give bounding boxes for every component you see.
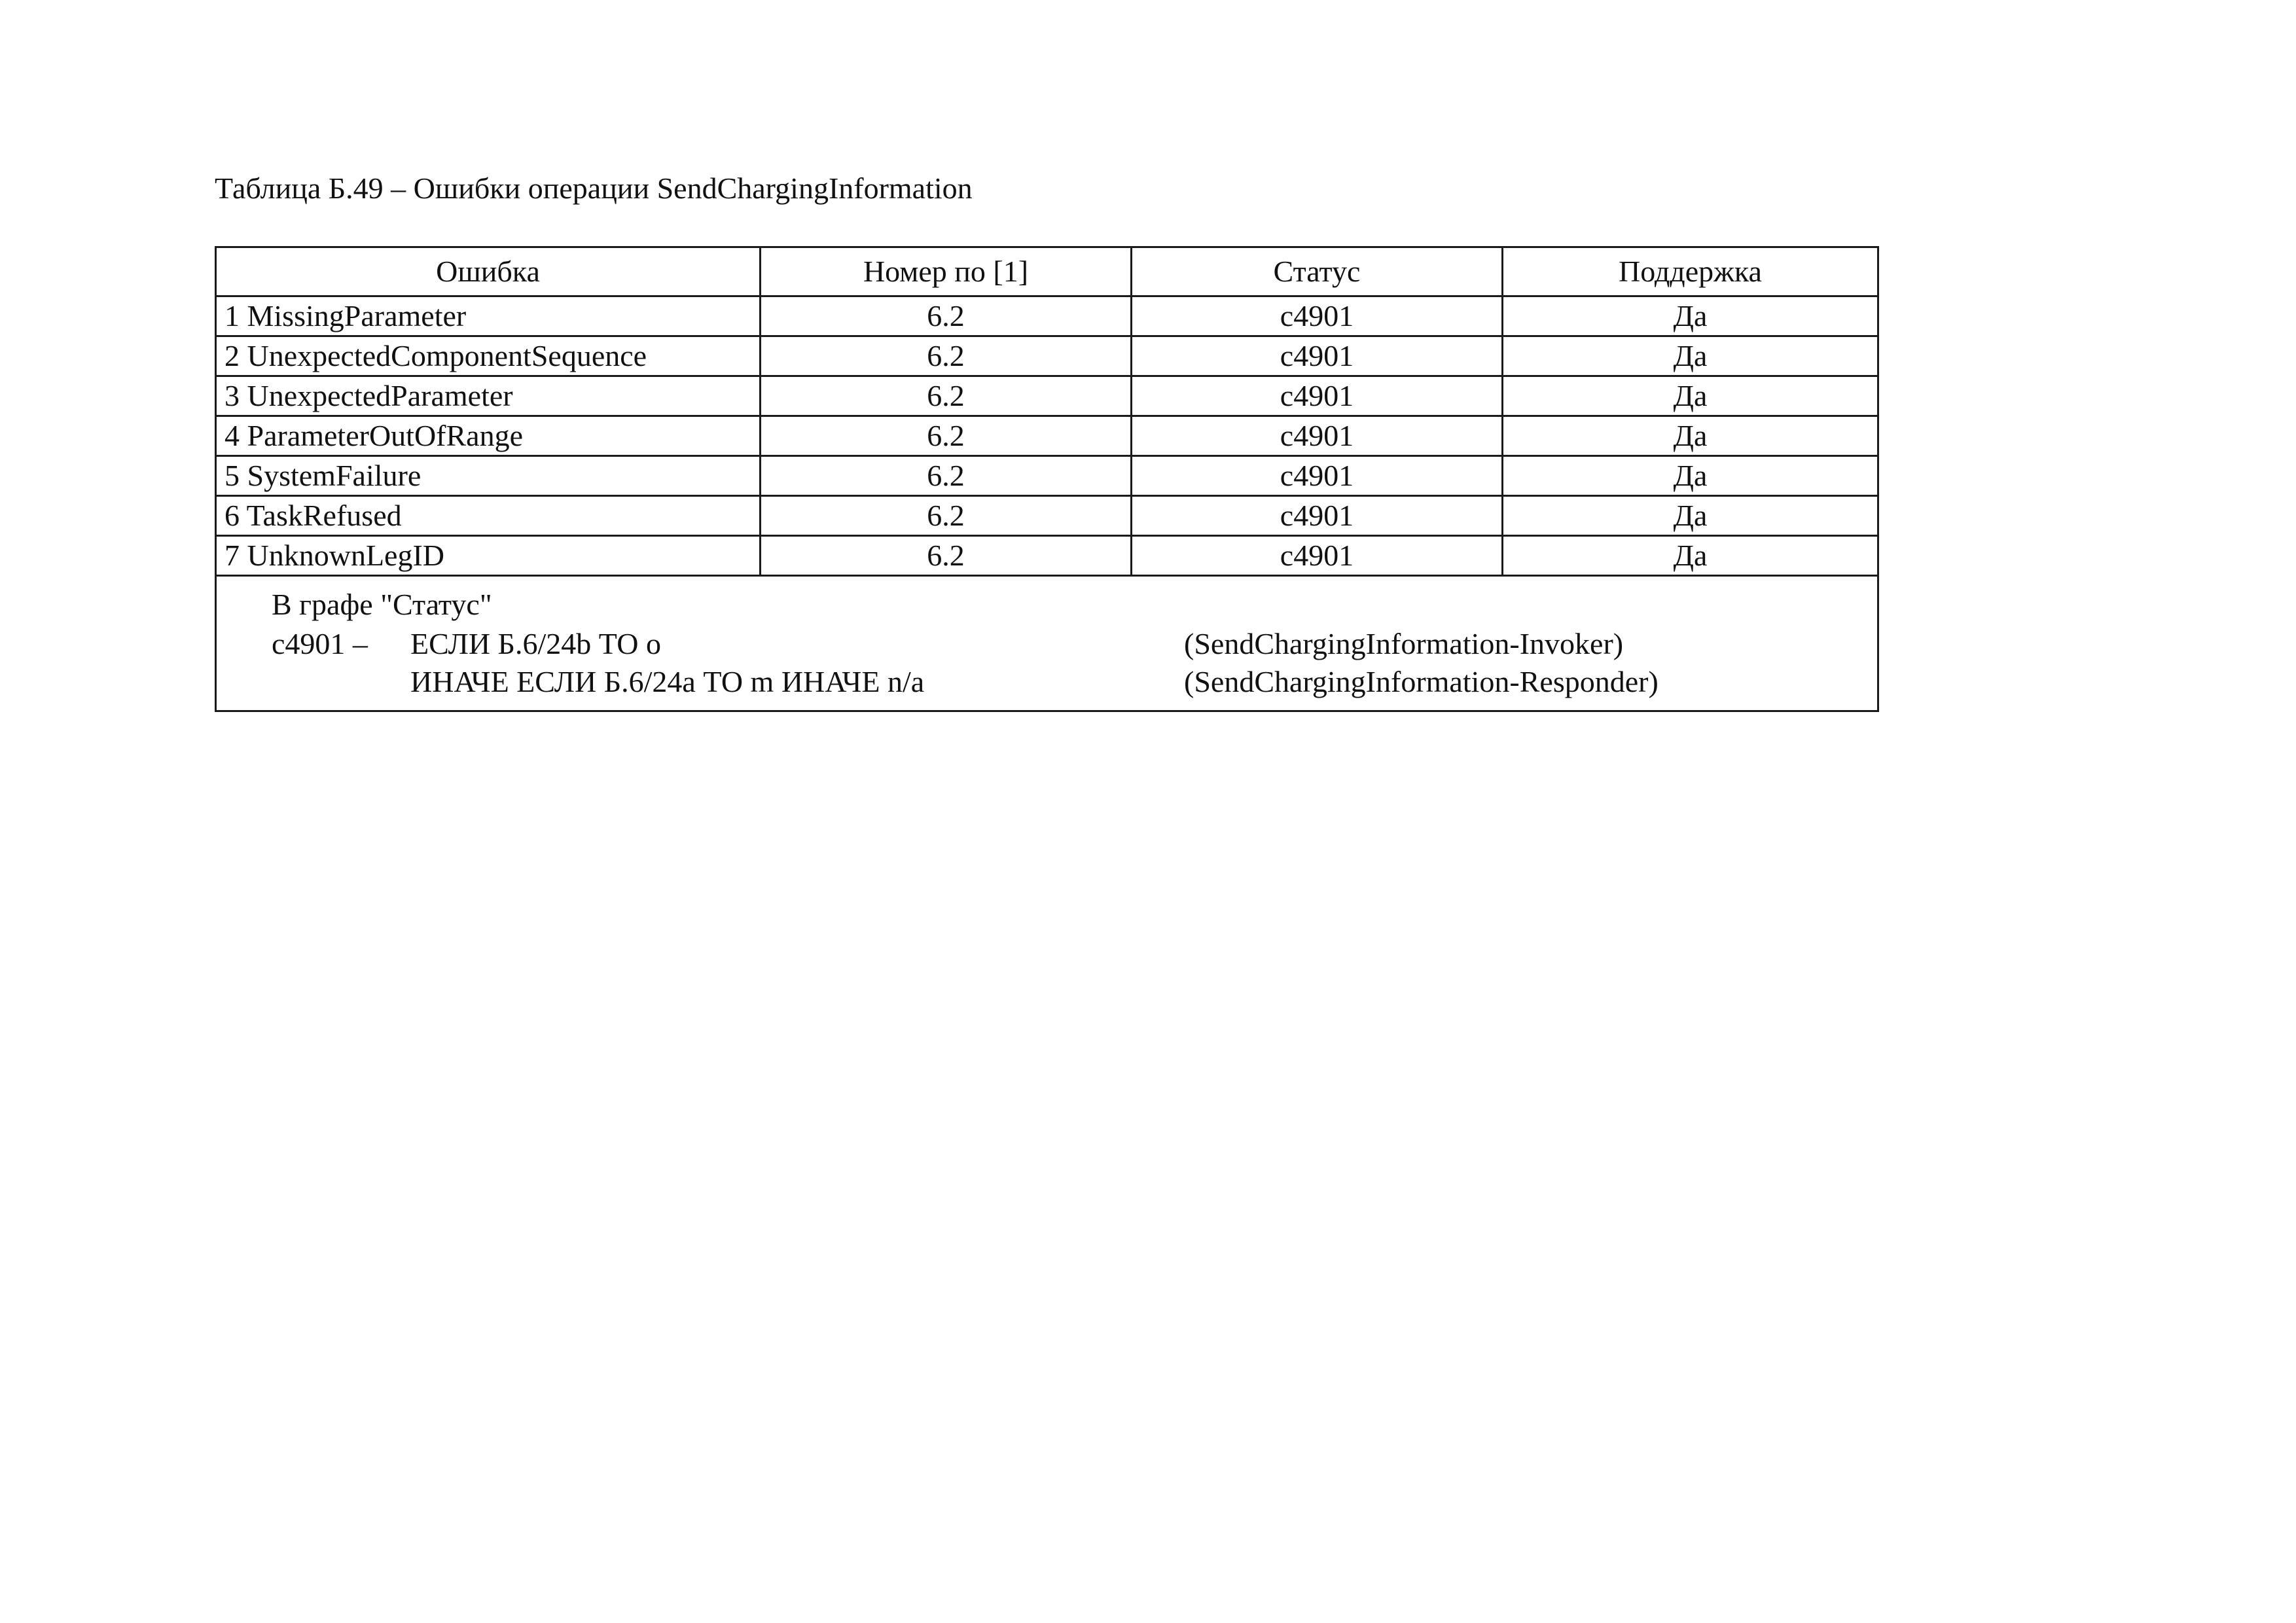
note-condition-2: ИНАЧЕ ЕСЛИ Б.6/24a ТО m ИНАЧЕ n/a xyxy=(410,665,925,698)
table-row xyxy=(216,496,1878,536)
cell-support: Да xyxy=(1503,296,1878,336)
cell-support: Да xyxy=(1503,376,1878,416)
table-row xyxy=(216,416,1878,456)
cell-support: Да xyxy=(1503,336,1878,376)
cell-ref: 6.2 xyxy=(761,416,1132,456)
table-note xyxy=(216,576,1878,711)
table-row xyxy=(216,376,1878,416)
cell-support: Да xyxy=(1503,456,1878,496)
note-reference-1: (SendChargingInformation-Invoker) xyxy=(1184,627,1624,660)
cell-error: 4 ParameterOutOfRange xyxy=(216,416,761,456)
cell-status: c4901 xyxy=(1132,536,1503,576)
cell-error: 7 UnknownLegID xyxy=(216,536,761,576)
cell-status: c4901 xyxy=(1132,496,1503,536)
cell-status: c4901 xyxy=(1132,456,1503,496)
cell-support: Да xyxy=(1503,496,1878,536)
cell-ref: 6.2 xyxy=(761,456,1132,496)
cell-support: Да xyxy=(1503,536,1878,576)
table-row xyxy=(216,296,1878,336)
cell-error: 1 MissingParameter xyxy=(216,296,761,336)
cell-ref: 6.2 xyxy=(761,536,1132,576)
note-line-2 xyxy=(217,663,1877,701)
cell-status: c4901 xyxy=(1132,376,1503,416)
header-status: Статус xyxy=(1132,247,1503,296)
table-header-row xyxy=(216,247,1878,296)
header-support: Поддержка xyxy=(1503,247,1878,296)
note-status-code: c4901 – xyxy=(272,627,368,660)
cell-support: Да xyxy=(1503,416,1878,456)
cell-ref: 6.2 xyxy=(761,336,1132,376)
errors-table xyxy=(215,246,1879,712)
note-reference-2: (SendChargingInformation-Responder) xyxy=(1184,665,1659,698)
table-row xyxy=(216,536,1878,576)
cell-status: c4901 xyxy=(1132,336,1503,376)
table-row xyxy=(216,456,1878,496)
note-condition-1: ЕСЛИ Б.6/24b ТО o xyxy=(410,627,661,660)
cell-ref: 6.2 xyxy=(761,376,1132,416)
cell-error: 6 TaskRefused xyxy=(216,496,761,536)
cell-status: c4901 xyxy=(1132,296,1503,336)
header-error: Ошибка xyxy=(216,247,761,296)
note-line-1 xyxy=(217,625,1877,663)
cell-ref: 6.2 xyxy=(761,296,1132,336)
cell-status: c4901 xyxy=(1132,416,1503,456)
cell-error: 3 UnexpectedParameter xyxy=(216,376,761,416)
header-reference-number: Номер по [1] xyxy=(761,247,1132,296)
table-note-row xyxy=(216,576,1878,711)
note-title: В графе "Статус" xyxy=(272,588,492,621)
table-caption: Таблица Б.49 – Ошибки операции SendChargingInformation xyxy=(215,171,973,205)
cell-ref: 6.2 xyxy=(761,496,1132,536)
cell-error: 2 UnexpectedComponentSequence xyxy=(216,336,761,376)
table-row xyxy=(216,336,1878,376)
cell-error: 5 SystemFailure xyxy=(216,456,761,496)
errors-table-container xyxy=(215,246,1877,712)
